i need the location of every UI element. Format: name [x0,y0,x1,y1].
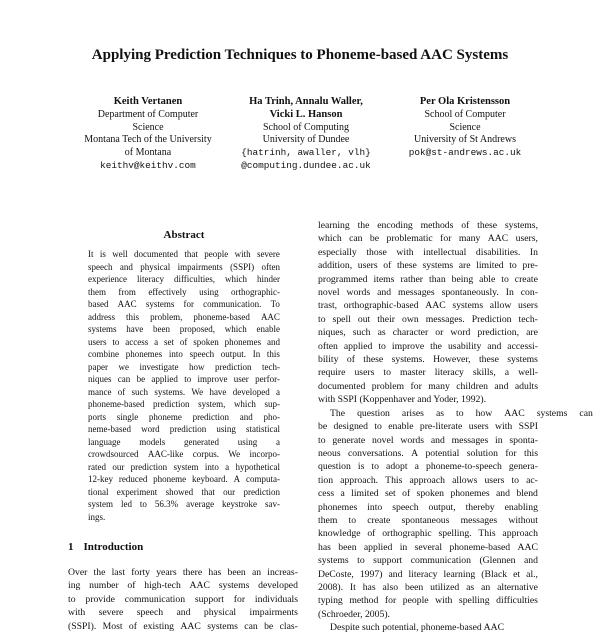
author-affiliation: of Montana [124,147,172,159]
text-line: crowdsourced AAC-like corpus. We incorpo- [88,449,280,459]
author-department: Department of Computer [97,108,199,120]
text-line: rated our prediction system into a hypothetical [88,461,280,472]
text-line: ings. [88,511,106,522]
author-name: Ha Trinh, Annalu Waller, [249,96,363,107]
text-line: tional experiment showed that our prediction [88,486,280,497]
text-line: language models generated using a [88,436,280,447]
author-affiliation: University of Dundee [262,134,350,146]
text-line: which can be problematic for many AAC users, [318,233,538,245]
text-line: question is to adopt a phoneme-to-speech genera- [318,461,538,473]
abstract-body [88,248,280,523]
text-line: ing number of high-tech AAC systems developed [68,580,298,592]
author-block-vertanen [66,96,230,173]
section-heading-introduction [68,541,143,553]
author-email: {hatrinh, awaller, vlh} [241,147,371,159]
text-line: combine phonemes into speech output. In this [88,349,280,359]
author-department: Science [449,121,481,133]
text-line: has been applied in several phoneme-based AAC [318,541,538,553]
text-line: phoneme-based prediction system, which sup- [88,399,280,409]
text-line: paper we investigate how prediction tech- [88,361,280,372]
text-line: systems to support communication (Glennen and [318,555,538,567]
section-number: 1 [68,541,74,553]
author-block-kristensson [387,96,543,160]
paper-title: Applying Prediction Techniques to Phoneme-based AAC Systems [91,47,509,63]
author-department: School of Computer [424,108,506,120]
text-line: to provide communication support for individuals [68,593,298,605]
text-line: learning the encoding methods of these systems, [318,220,538,231]
author-department: School of Computing [262,121,350,133]
right-column-body [318,219,593,635]
text-line: programmed items rather than being able to create [318,273,538,285]
text-line: with severe speech and physical impairments [68,607,298,619]
author-department: Science [132,121,164,133]
text-line: them to create spontaneous messages without [318,514,538,526]
text-line: with SSPI (Koppenhaver and Yoder, 1992). [318,394,487,406]
author-email: pok@st-andrews.ac.uk [408,147,522,159]
author-email: keithv@keithv.com [100,159,196,171]
text-line: niques can be applied to improve user perfor- [88,374,280,384]
text-line: trast, orthographic-based AAC systems allow users [318,300,538,312]
text-line: 12-key reduced phoneme keyboard. A computa- [88,474,280,484]
text-line: them from effectively using orthographic- [88,286,280,297]
author-block-dundee [234,96,378,173]
text-line: neme-based word prediction using statistical [88,424,280,434]
text-line: especially those with intellectual disabilities. In [318,246,538,258]
author-affiliation: University of St Andrews [414,134,516,146]
author-name: Per Ola Kristensson [419,96,511,107]
text-line: documented problem for many children and adults [318,380,538,392]
text-line: DeCoste, 1997) and literacy learning (Black et al., [318,568,538,580]
text-line: speech and physical impairments (SSPI) often [88,261,280,272]
text-line: typing method for people with spelling difficulties [318,595,538,607]
text-line: It is well documented that people with severe [88,249,280,259]
text-line: require users to master literacy skills, a well- [318,367,538,379]
text-line: bility of these systems. However, these systems [318,354,538,366]
text-line: ports single phoneme prediction and pho- [88,411,280,422]
author-name: Keith Vertanen [113,96,183,107]
text-line: to generate novel words and messages in sponta- [318,434,538,446]
text-line: be designed to enable pre-literate users with SSPI [318,421,538,433]
text-line: Over the last forty years there has been an increas- [68,567,298,578]
section-title: Introduction [83,541,144,553]
text-line: to spell out their own messages. Prediction tech- [318,313,538,325]
text-line: mance of such systems. We have developed a [88,386,280,397]
text-line: cess a limited set of spoken phonemes and blend [318,488,538,500]
text-line: addition, users of these systems are limited to pre- [318,260,538,272]
text-line: tion approach. This approach allows users to ac- [318,474,538,486]
text-line: novel words and messages spontaneously. In con- [318,287,538,299]
text-line: knowledge of orthographic spelling. This approach [318,528,538,540]
text-line: 2008). It has also been utilized as an alternative [318,581,538,593]
text-line: (Schroeder, 2005). [318,608,390,620]
text-line: users to access a set of spoken phonemes and [88,336,280,347]
author-name: Vicki L. Hanson [269,108,343,120]
text-line: (SSPI). Most of existing AAC systems can be clas- [68,620,298,632]
author-email: @computing.dundee.ac.uk [241,159,371,171]
text-line: experience literacy difficulties, which hinder [88,274,280,284]
text-line: address this problem, phoneme-based AAC [88,311,280,322]
text-line: Despite such potential, phoneme-based AAC [330,622,505,634]
text-line: The question arises as to how AAC systems can [330,407,593,419]
author-affiliation: Montana Tech of the University [84,134,212,146]
text-line: neous conversations. A potential solution for this [318,447,538,459]
text-line: often applied to improve the usability and accessi- [318,340,538,352]
text-line: phonemes into speech output, thereby enabling [318,501,538,513]
text-line: based AAC systems for communication. To [88,299,280,309]
abstract-heading: Abstract [163,229,205,241]
text-line: systems have been proposed, which enable [88,324,280,334]
text-line: niques, such as character or word prediction, are [318,327,538,339]
text-line: system led to 56.3% average keystroke sav- [88,499,280,509]
